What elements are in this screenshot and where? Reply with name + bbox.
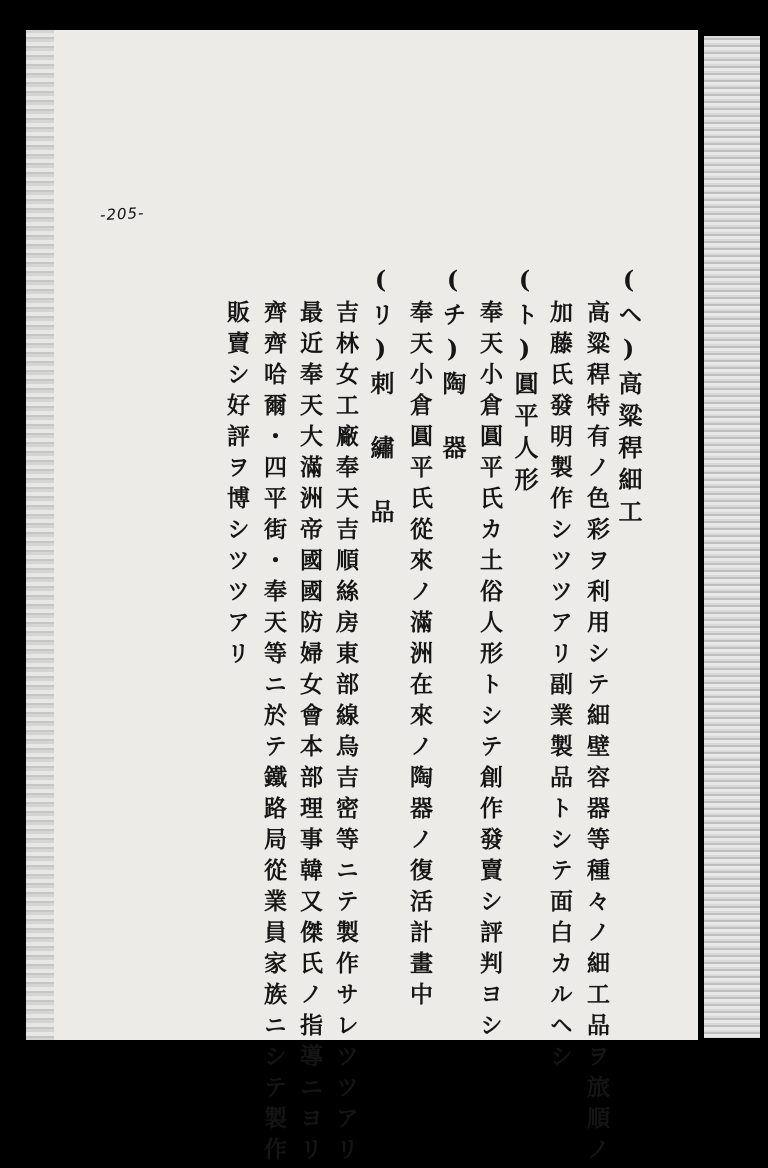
text-line-7: 齊齊哈爾・四平街・奉天等ニ於テ鐵路局從業員家族ニシテ製作 — [260, 300, 287, 1168]
text-line-3: 奉天小倉圓平氏カ土俗人形トシテ創作發賣シ評判ヨシ — [476, 300, 503, 1044]
text-line-4: 奉天小倉圓平氏從來ノ滿洲在來ノ陶器ノ復活計畫中 — [406, 300, 433, 1013]
text-line-2: 加藤氏發明製作シツツアリ副業製品トシテ面白カルヘシ — [546, 300, 573, 1075]
text-line-8: 販賣シ好評ヲ博シツツアリ — [223, 300, 250, 672]
text-line-5: 吉林女工廠奉天吉順絲房東部線烏吉密等ニテ製作サレツツアリ — [332, 300, 359, 1168]
text-line-1: 高粱稈特有ノ色彩ヲ利用シテ細壁容器等種々ノ細工品ヲ旅順ノ — [583, 300, 610, 1168]
adjacent-page-edge — [704, 36, 760, 1038]
heading-chi: (チ)陶 器 — [438, 265, 467, 467]
page-number: -205- — [99, 203, 145, 225]
heading-to: (ト)圓平人形 — [510, 265, 539, 499]
text-line-6: 最近奉天大滿洲帝國國防婦女會本部理事韓又傑氏ノ指導ニヨリ — [296, 300, 323, 1168]
heading-he: (ヘ)高粱稈細工 — [614, 265, 643, 531]
heading-ri: (リ)刺 繡 品 — [366, 265, 395, 531]
